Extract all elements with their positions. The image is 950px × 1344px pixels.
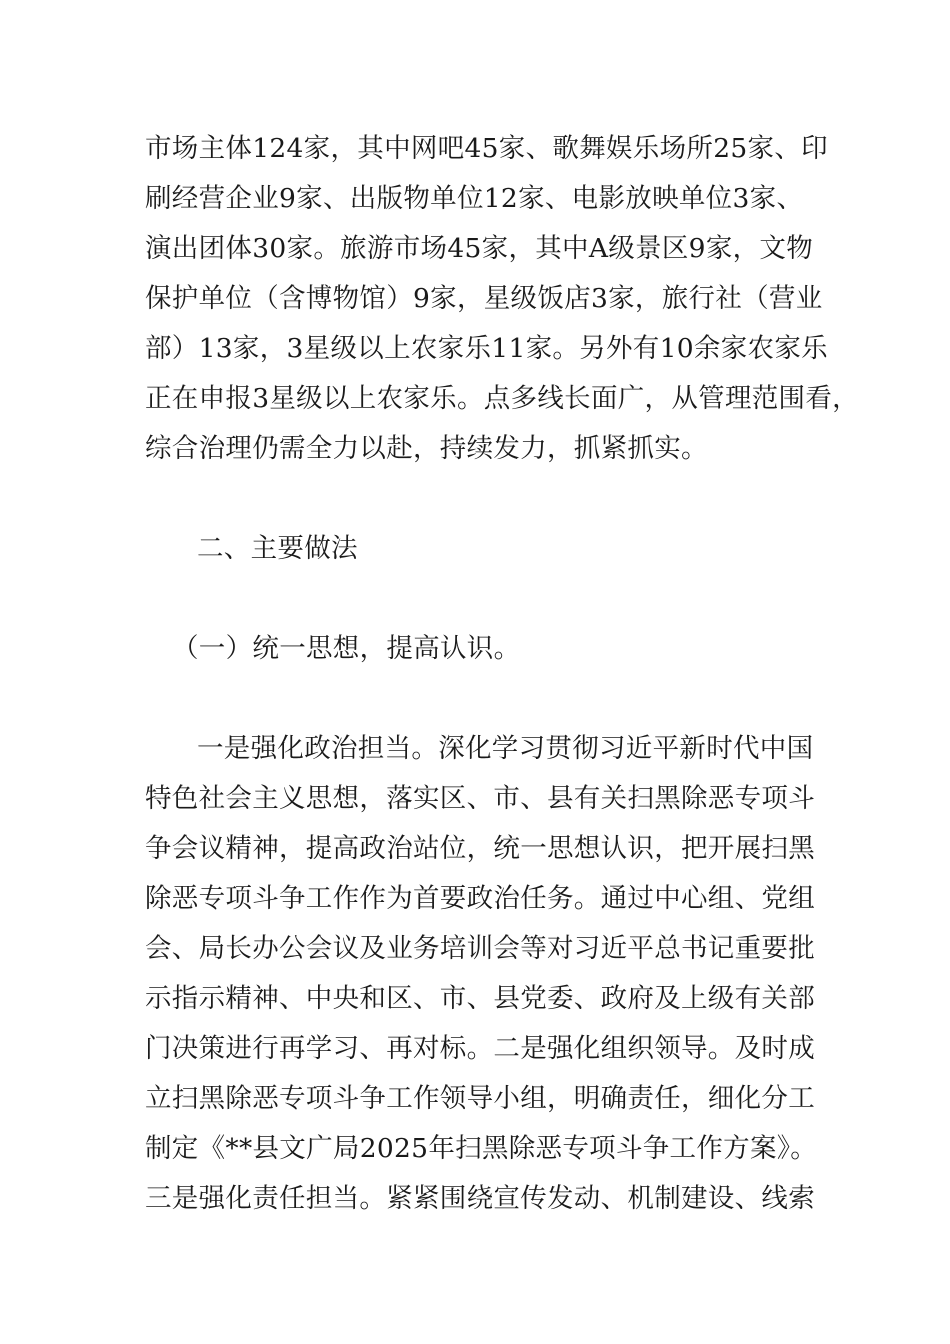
- paragraph-line: 部）13家，3星级以上农家乐11家。另外有10余家农家乐: [145, 333, 828, 364]
- paragraph-line: 示指示精神、中央和区、市、县党委、政府及上级有关部: [145, 983, 815, 1014]
- subsection-heading: （一）统一思想，提高认识。: [172, 633, 521, 664]
- paragraph-line: 刷经营企业9家、出版物单位12家、电影放映单位3家、: [145, 183, 804, 214]
- paragraph-line: 正在申报3星级以上农家乐。点多线长面广，从管理范围看，: [145, 383, 859, 414]
- paragraph-line: 特色社会主义思想，落实区、市、县有关扫黑除恶专项斗: [145, 783, 815, 814]
- paragraph-line: 门决策进行再学习、再对标。二是强化组织领导。及时成: [145, 1033, 815, 1064]
- paragraph-line: 立扫黑除恶专项斗争工作领导小组，明确责任，细化分工: [145, 1083, 815, 1114]
- paragraph-line: 会、局长办公会议及业务培训会等对习近平总书记重要批: [145, 933, 815, 964]
- paragraph-line: 一是强化政治担当。深化学习贯彻习近平新时代中国: [197, 733, 814, 764]
- paragraph-line: 争会议精神，提高政治站位，统一思想认识，把开展扫黑: [145, 833, 815, 864]
- paragraph-line: 除恶专项斗争工作作为首要政治任务。通过中心组、党组: [145, 883, 815, 914]
- paragraph-line: 综合治理仍需全力以赴，持续发力，抓紧抓实。: [145, 433, 708, 464]
- paragraph-line: 市场主体124家，其中网吧45家、歌舞娱乐场所25家、印: [145, 133, 828, 164]
- section-heading: 二、主要做法: [197, 533, 358, 564]
- paragraph-line: 三是强化责任担当。紧紧围绕宣传发动、机制建设、线索: [145, 1183, 815, 1214]
- paragraph-line: 演出团体30家。旅游市场45家，其中A级景区9家，文物: [145, 233, 814, 264]
- paragraph-line: 制定《**县文广局2025年扫黑除恶专项斗争工作方案》。: [145, 1133, 818, 1164]
- paragraph-line: 保护单位（含博物馆）9家，星级饭店3家，旅行社（营业: [145, 283, 823, 314]
